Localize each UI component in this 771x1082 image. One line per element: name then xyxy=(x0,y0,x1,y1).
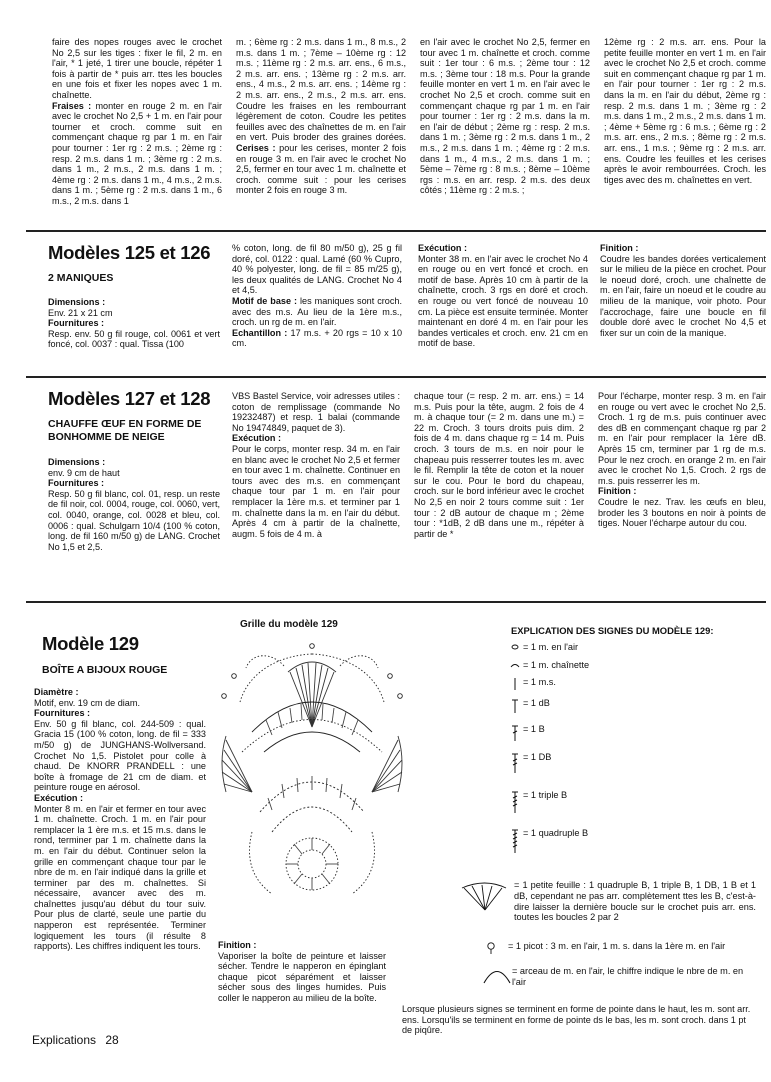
fournitures-label: Fournitures : xyxy=(34,708,91,719)
model-129-column-1 xyxy=(34,687,206,952)
top-c4-text: 12ème rg : 2 m.s. arr. ens. Pour la petite feuille monter en vert 1 m. en l'air avec le crochet No 2,5 et croch. comme suit en commençant chaque rg par 1 m. en l'air pour tourner : 1er rg : 2 m.s. dans la m. en l'air du début, 2ème rg : resp. 2 m.s. dans 1 m. ; 3ème rg : 2 m.s. dans 1 m., 2 m.s., 2 m.s. dans 1 m. ; 4ème + 5ème rg : 6 m.s. ; 6ème rg : 2 m.s. arr. ens., 2 m.s. ; 8ème rg : 2 m.s. arr. ens., 1 m.s. ; 9ème rg : 2 m.s. arr. ens. Coudre les feuilles et les cerises après le avoir rembourrées. Croch. les tiges avec des m. chaînettes en vert. xyxy=(604,37,766,185)
fraises-label: Fraises : xyxy=(52,100,92,111)
footer-label: Explications xyxy=(32,1033,97,1047)
finition-label: Finition : xyxy=(598,486,637,497)
model-127-column-2 xyxy=(232,391,400,539)
execution-text: Pour le corps, monter resp. 34 m. en l'air en blanc avec le crochet No 2,5 et fermer en tour avec 1 m. chaînette. Continuer en tours avec des m.s. en commençant chaque tour par 1 m. en l'air pour remplacer la 1ère m.s. et terminer par 1 m. chaînette dans la m. en l'air du début. Après 4 cm à partir de la chaînette, augm. 5 fois de 4 m. à xyxy=(232,443,400,539)
execution-text: Monter 38 m. en l'air avec le crochet No 4 en rouge ou en vert foncé et croch. en motif de base. Après 10 cm à partir de la chaînette, croch. 3 rgs en doré et croch. en rouge ou vert foncé de nouveau 10 cm. La pièce est ensuite terminée. Monter maintenant en doré 4 m. en l'air pour les bandes verticales et croch. env. 21 cm en motif de base. xyxy=(418,253,588,349)
legend-title: EXPLICATION DES SIGNES DU MODÈLE 129: xyxy=(511,625,714,636)
legend-quadruple: = 1 quadruple B xyxy=(523,828,589,838)
top-column-3 xyxy=(420,37,590,196)
finition-label: Finition : xyxy=(218,940,257,950)
model-129-finition xyxy=(218,940,386,1004)
model-127-title: Modèles 127 et 128 xyxy=(48,388,211,409)
model-127-subtitle: CHAUFFE ŒUF EN FORME DE BONHOMME DE NEIGE xyxy=(48,418,202,443)
fournitures-text-cont: VBS Bastel Service, voir adresses utiles : coton de remplissage (commande No 19232487) et resp. 1 balai (commande No 19474849, paquet de 3). xyxy=(232,391,400,433)
legend-b: = 1 B xyxy=(523,724,545,734)
fournitures-text: Resp. env. 50 g fil rouge, col. 0061 et vert foncé, col. 0037 : qual. Tissa (100 xyxy=(48,328,220,350)
small-leaf-icon xyxy=(458,882,512,912)
legend xyxy=(509,642,759,882)
legend-db: = 1 DB xyxy=(523,752,552,762)
section-divider xyxy=(26,376,766,378)
model-125-subtitle: 2 MANIQUES xyxy=(48,272,114,284)
model-129-subtitle: BOÎTE A BIJOUX ROUGE xyxy=(42,664,168,676)
model-125-column-1 xyxy=(48,297,220,350)
legend-slip: = 1 m. chaînette xyxy=(523,660,590,670)
model-125-column-2 xyxy=(232,243,402,349)
top-c1-text: faire des nopes rouges avec le crochet No 2,5 sur les tiges : fixer le fil, 2 m. en l'air, * 1 jeté, 1 tirer une boucle, répéter 1 fois à partir de * puis arr. ttes les boucles en une fois et fixer les nopes avec 1 m. chaînette. xyxy=(52,37,222,100)
chain-stitch-icon xyxy=(509,642,521,652)
legend-db-small: = 1 dB xyxy=(523,698,550,708)
cerises-text: pour les cerises, monter 2 fois en rouge 3 m. en l'air avec le crochet No 2,5, fermer en tour avec 1 m. chaînette et croch. comme suit : pour les cerises monter 2 fois en rouge 3 m. xyxy=(236,142,407,196)
treble-crochet-icon xyxy=(509,752,521,774)
top-column-1 xyxy=(52,37,222,207)
model-127-column-4 xyxy=(598,391,766,529)
triple-crochet-icon xyxy=(509,790,521,814)
dimensions-label: Dimensions : xyxy=(48,457,106,467)
legend-ms: = 1 m.s. xyxy=(523,677,556,687)
picot-icon xyxy=(484,941,498,955)
double-crochet-icon xyxy=(509,724,521,742)
model-125-title: Modèles 125 et 126 xyxy=(48,242,211,263)
echantillon-label: Echantillon : xyxy=(232,327,288,338)
diametre-value: Motif, env. 19 cm de diam. xyxy=(34,697,140,708)
model-127-column-1 xyxy=(48,457,220,552)
legend-note: Lorsque plusieurs signes se terminent en forme de pointe dans le haut, les m. sont arr. ens. Lorsqu'ils se terminent en forme de pointe ds le bas, les m. sont croch. dans 1 pt de piqûre. xyxy=(402,1004,751,1036)
finition-label: Finition : xyxy=(600,243,639,253)
fournitures-label: Fournitures : xyxy=(48,478,105,489)
legend-chain: = 1 m. en l'air xyxy=(523,642,579,652)
execution-text: Monter 8 m. en l'air et fermer en tour avec 1 m. chaînette. Croch. 1 m. en l'air pour remplacer la 1 ère m.s. et 15 m.s. dans le rond, terminer par 1 m. chaînette dans la m. en l'air du début. Continuer selon la grille en commençant chaque tour par le nbre de m. en l'air indiqué dans la grille et terminer par des m. chaînettes. Si nécessaire, avancer avec des m. chaînettes jusqu'au début du tour suiv. Pour plus de clarté, seule une partie du napperon est représentée. Terminer logiquement les tours (il résulte 8 rapports). Les chiffres indiquent les tours. xyxy=(34,803,206,952)
fournitures-text: Env. 50 g fil blanc, col. 244-509 : qual. Gracia 15 (100 % coton, long. de fil = 333 m/50 g) de JUNGHANS-Wollversand. Crochet No 1,5. Pistolet pour colle à chaud. De KNORR PRANDELL : une boîte à fromage de 21 cm de diam. et peinture rouge en aérosol. xyxy=(34,718,206,793)
legend-picot: = 1 picot : 3 m. en l'air, 1 m. s. dans la 1ère m. en l'air xyxy=(508,941,726,951)
legend-triple: = 1 triple B xyxy=(523,790,568,800)
motif-label: Motif de base : xyxy=(232,295,298,306)
fournitures-label: Fournitures : xyxy=(48,318,105,329)
motif-text: les maniques sont croch. avec des m.s. Au lieu de la 1ère m.s., croch. un rg de m. en l'air. xyxy=(232,295,402,328)
finition-text: Coudre le nez. Trav. les œufs en bleu, broder les 3 boutons en noir à points de tiges. Nouer l'écharpe autour du cou. xyxy=(598,496,766,529)
chain-arc-icon xyxy=(482,966,512,984)
top-column-2 xyxy=(236,37,406,196)
section-divider xyxy=(26,601,766,603)
dimensions-value: env. 9 cm de haut xyxy=(48,467,120,478)
fournitures-text-cont: % coton, long. de fil 80 m/50 g), 25 g fil doré, col. 0122 : qual. Lamé (60 % Cupro, 40 % polyester, long. de fil = 85 m/25 g), les deux qualités de LANG. Crochet No 4 et 4,5. xyxy=(232,243,402,296)
dimensions-label: Dimensions : xyxy=(48,297,106,307)
diametre-label: Diamètre : xyxy=(34,687,79,697)
model-129-title: Modèle 129 xyxy=(42,633,139,654)
fraises-text: monter en rouge 2 m. en l'air avec le crochet No 2,5 + 1 m. en l'air pour tourner et croch. comme suit en commençant chaque rg par 1 m. en l'air pour tourner : 1er rg : 2 m.s. ; 2ème rg : resp. 2 m.s. dans 1 m. ; 3ème rg : 2 m.s. dans 1 m., 2 m.s., 2 m.s. dans 1 m. ; 4ème rg : 2 m.s. dans 1 m., 4 m.s., 2 m.s. dans 1 m. ; 5ème rg : 2 m.s. dans 1 m., 6 m.s., 2 m.s. dans 1 xyxy=(52,100,223,206)
model-127-column-3 xyxy=(414,391,584,539)
dimensions-value: Env. 21 x 21 cm xyxy=(48,307,113,318)
execution-text-cont: chaque tour (= resp. 2 m. arr. ens.) = 14 m.s. Puis pour la tête, augm. 2 fois de 4 m. à chaque tour (= 2 m. dans une m.) = 22 m. Croch. 3 tours droits puis dim. 2 fois de 4 m. dans chaque rg = 14 m. Puis croch. 3 tours de m.s. en noir pour le chapeau puis resserrer toutes les m. avec le fil. Remplir la tête de coton et la nouer sur le cou. Pour le bord du chapeau, croch. sur le bord inférieur avec le crochet No 2,5 en noir 2 tours comme suit : 1er tour : 2 dB autour de chaque m ; 2ème tour : *1dB, 2 dB dans une m., répéter à partir de * xyxy=(414,391,584,539)
page-number: 28 xyxy=(105,1033,119,1047)
legend-arc: = arceau de m. en l'air, le chiffre indique le nbre de m. en l'air xyxy=(512,966,744,987)
quadruple-crochet-icon xyxy=(509,828,521,854)
top-column-4 xyxy=(604,37,766,185)
execution-label: Exécution : xyxy=(232,433,282,444)
finition-text: Coudre les bandes dorées verticalement sur le milieu de la pièce en crochet. Pour le noeud doré, croch. une chaînette de m. en l'air, faire un noeud et le coudre au milieu de la manique, voir photo. Pour l'accrochage, faire une boucle en fil double doré avec le crochet No 4,5 et fixer sur un coin de la manique. xyxy=(600,253,766,338)
grid-title: Grille du modèle 129 xyxy=(240,619,338,630)
slip-stitch-icon xyxy=(509,660,521,670)
echantillon-text: 17 m.s. + 20 rgs = 10 x 10 cm. xyxy=(232,327,402,349)
single-crochet-icon xyxy=(509,677,521,691)
execution-label: Exécution : xyxy=(418,243,468,253)
legend-leaf: = 1 petite feuille : 1 quadruple B, 1 triple B, 1 DB, 1 B et 1 dB, cependant ne pas arr. complètement ttes les B, c'est-à-dire laisser la dernière boucle sur le crochet puis arr. ens. toutes les boucles 2 par 2 xyxy=(514,880,756,923)
page-footer xyxy=(32,1033,119,1047)
cerises-label: Cerises : xyxy=(236,142,276,153)
fournitures-text: Resp. 50 g fil blanc, col. 01, resp. un reste de fil noir, col. 0004, rouge, col. 0060, vert, col. 0040, orange, col. 0028 et bleu, col. 0006 : qual. Schulgarn 10/4 (100 % coton, long. de fil 160 m/50 g) de LANG. Crochet No 1,5 et 2,5. xyxy=(48,488,220,552)
section-divider xyxy=(26,230,766,232)
top-c3-text: en l'air avec le crochet No 2,5, fermer en tour avec 1 m. chaînette et croch. comme suit : 1er tour : 6 m.s. ; 2ème tour : 12 m.s. ; 3ème tour : 18 m.s. Pour la grande feuille monter en vert 1 m. en l'air avec le crochet No 2,5 et croch. comme suit en commençant chaque rg par 1 m. en l'air pour tourner : 1er rg : 2 m.s. dans la m. en l'air de début ; 2ème rg : resp. 2 m.s. dans 1 m. ; 3ème rg : 2 m.s. dans 1 m., 2 m.s., 2 m.s. dans 1 m. ; 4ème rg : 2 m.s. dans 1 m., 4 m.s., 2 m.s. dans 1 m. ; 5ème – 7ème rg : 8 m.s. ; 8ème – 10ème rgs : m.s. en arr. resp. 2 m.s. des deux côtés ; 11ème rg : 2 m.s. ; xyxy=(420,37,590,196)
crochet-grid-diagram xyxy=(212,632,412,932)
half-double-icon xyxy=(509,698,521,714)
model-125-column-4 xyxy=(600,243,766,338)
echarpe-text: Pour l'écharpe, monter resp. 3 m. en l'air en rouge ou vert avec le crochet No 2,5. Croch. 1 rg de m.s. puis continuer avec des dB en commençant chaque rg par 2 m. en l'air pour remplacer la 1ère dB. Après 15 cm, terminer par 1 rg de m.s. Pour le nez croch. en orange 2 m. en l'air avec le crochet No 1,5. Croch. 2 rgs de m.s. puis resserrer les m. xyxy=(598,391,766,486)
finition-text: Vaporiser la boîte de peinture et laisser sécher. Tendre le napperon en épinglant chaque picot séparément et laisser sécher sous des linges humides. Puis coller le napperon au milieu de la boîte. xyxy=(218,950,386,1003)
execution-label: Exécution : xyxy=(34,792,84,803)
top-c2-text: m. ; 6ème rg : 2 m.s. dans 1 m., 8 m.s., 2 m.s. dans 1 m. ; 7ème – 10ème rg : 12 m.s. ; 11ème rg : 2 m.s. arr. ens., 6 m.s., 2 m.s. arr. ens. ; 13ème rg : 2 m.s. arr. ens., 4 m.s., 2 m.s. arr. ens. ; 14ème rg : 2 m.s. arr. ens., 2 m.s., 2 m.s. arr. ens. Coudre les fraises en les rembourrant légèrement de coton. Coudre les petites feuilles avec des chaînettes de m. en l'air en vert. Puis broder des graines dorées. xyxy=(236,37,406,143)
model-125-column-3 xyxy=(418,243,588,349)
